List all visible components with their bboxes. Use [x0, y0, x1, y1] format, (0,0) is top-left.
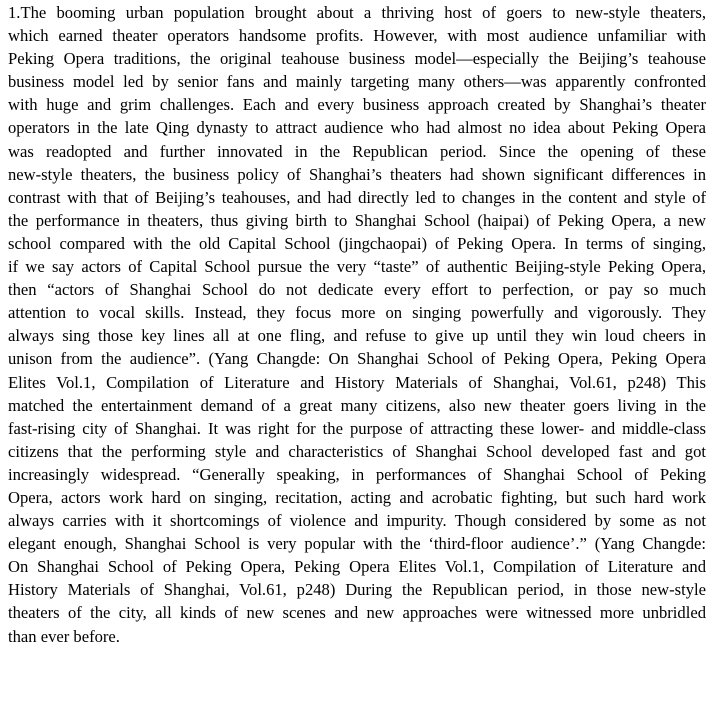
text-line: History Materials of Shanghai, Vol.61, p248) During the Republican period, in those new-style [8, 580, 706, 600]
text-line: was readopted and further innovated in the Republican period. Since the opening of these [8, 141, 706, 161]
text-line: the performance in theaters, thus giving birth to Shanghai School (haipai) of Peking Opera, a new [8, 210, 706, 230]
text-line-last: than ever before. [8, 626, 120, 646]
text-line: contrast with that of Beijing’s teahouses, and had directly led to changes in the content and style of [8, 187, 706, 207]
body-paragraph [8, 1, 706, 648]
text-line: Opera, actors work hard on singing, recitation, acting and acrobatic fighting, but such hard work [8, 487, 706, 507]
text-line: always carries with it shortcomings of violence and impurity. Though considered by some as not [8, 511, 706, 531]
text-line: then “actors of Shanghai School do not dedicate every effort to perfection, or pay so much [8, 280, 706, 300]
text-line: new-style theaters, the business policy of Shanghai’s theaters had shown significant differences in [8, 164, 706, 184]
text-line: with huge and grim challenges. Each and every business approach created by Shanghai’s theater [8, 95, 706, 115]
text-line: business model led by senior fans and mainly targeting many others—was apparently confronted [8, 72, 706, 92]
text-line: which earned theater operators handsome profits. However, with most audience unfamiliar with [8, 26, 706, 46]
text-line: unison from the audience”. (Yang Changde: On Shanghai School of Peking Opera, Peking Opera [8, 349, 706, 369]
text-line: theaters of the city, all kinds of new scenes and new approaches were witnessed more unbridled [8, 603, 706, 623]
text-line: if we say actors of Capital School pursue the very “taste” of authentic Beijing-style Peking Opera, [8, 257, 706, 277]
text-line: school compared with the old Capital School (jingchaopai) of Peking Opera. In terms of singing, [8, 233, 706, 253]
text-line: operators in the late Qing dynasty to attract audience who had almost no idea about Peking Opera [8, 118, 706, 138]
text-line: elegant enough, Shanghai School is very popular with the ‘third-floor audience’.” (Yang Changde: [8, 534, 706, 554]
text-line: increasingly widespread. “Generally speaking, in performances of Shanghai School of Peking [8, 464, 706, 484]
text-line: attention to vocal skills. Instead, they focus more on singing powerfully and vigorously. They [8, 303, 706, 323]
text-line: Peking Opera traditions, the original teahouse business model—especially the Beijing’s teahouse [8, 49, 706, 69]
text-line: Elites Vol.1, Compilation of Literature and History Materials of Shanghai, Vol.61, p248) This [8, 372, 706, 392]
text-line: 1.The booming urban population brought about a thriving host of goers to new-style theaters, [8, 3, 706, 22]
text-line: citizens that the performing style and characteristics of Shanghai School developed fast and got [8, 441, 706, 461]
text-line: matched the entertainment demand of a great many citizens, also new theater goers living in the [8, 395, 706, 415]
text-line: always sing those key lines all at one fling, and refuse to give up until they win loud cheers in [8, 326, 706, 346]
text-line: On Shanghai School of Peking Opera, Peking Opera Elites Vol.1, Compilation of Literature and [8, 557, 706, 577]
text-line: fast-rising city of Shanghai. It was right for the purpose of attracting these lower- and middle-class [8, 418, 706, 438]
